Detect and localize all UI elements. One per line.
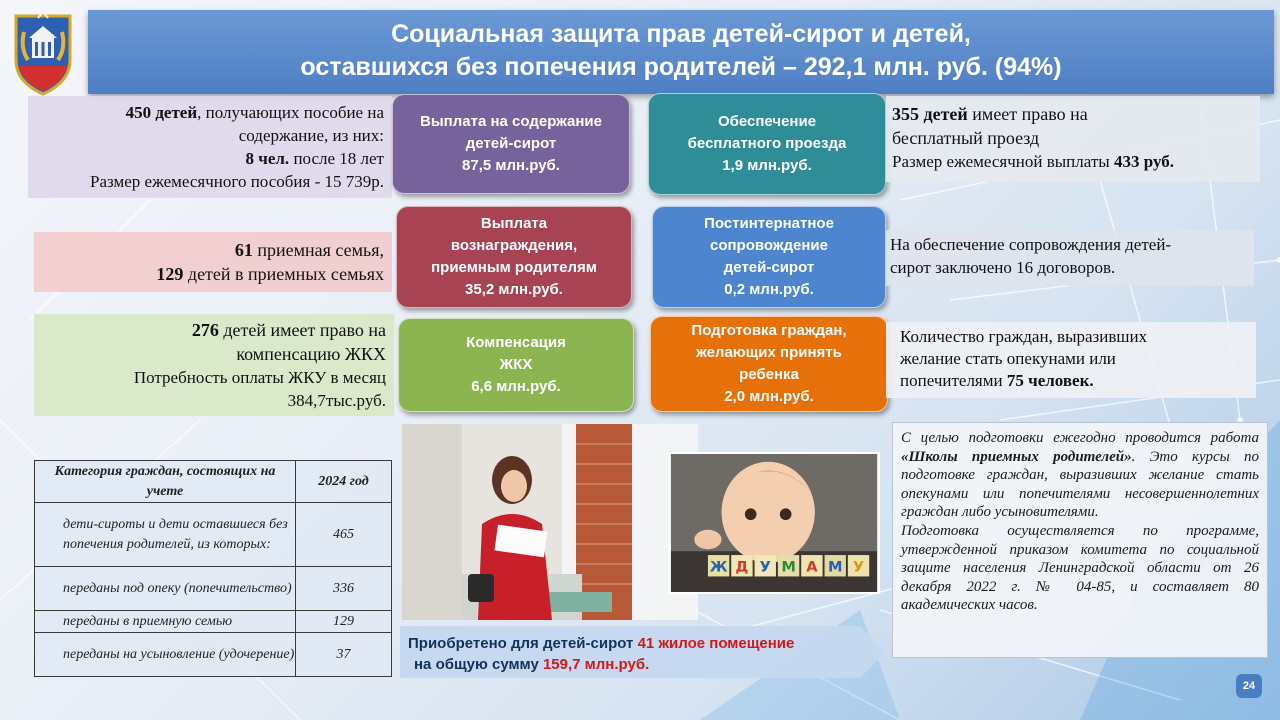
housing-need-value: 384,7тыс.руб. (287, 391, 386, 410)
card-line: сопровождение (709, 237, 828, 254)
paragraph-1-bold: «Школы приемных родителей» (901, 448, 1132, 465)
table-cell-value: 129 (296, 611, 392, 633)
card-amount: 2,0 млн.руб. (724, 388, 814, 405)
card-line: ЖКХ (499, 356, 533, 373)
children-text: детей в приемных семьях (183, 264, 384, 284)
card-housing-compensation (398, 318, 634, 412)
card-line: Обеспечение (717, 113, 817, 130)
card-line: ребенка (739, 366, 799, 383)
housing-total-sum: 159,7 млн.руб. (542, 656, 650, 673)
page-title (88, 18, 1274, 84)
photo-child-with-blocks (668, 452, 880, 594)
allowance-text-2: содержание, из них: (238, 126, 384, 145)
title-line-2: оставшихся без попечения родителей – 292,1 млн. руб. (94%) (300, 53, 1062, 81)
block-letter: У (852, 558, 865, 576)
table-row (35, 633, 392, 677)
category-text: дети-сироты и дети оставшиеся без попечения родителей, из которых: (63, 516, 288, 552)
block-letter: Д (735, 558, 749, 576)
block-letter: М (827, 558, 843, 576)
card-line: детей-сирот (723, 259, 815, 276)
foster-school-paragraph (892, 422, 1268, 658)
children-number: 129 (156, 264, 184, 284)
after18-text: после 18 лет (289, 149, 384, 168)
housing-text-2: на общую сумму (414, 656, 543, 673)
table-cell-value: 37 (296, 633, 392, 677)
free-travel-panel (886, 96, 1260, 182)
paragraph-2: Подготовка осуществляется по программе, утвержденной приказом комитета по социальной защите населения Ленинградской области от 26 декабря 2022 г. № 04-85, и составляет 80 академических часов. (901, 522, 1259, 614)
card-amount: 6,6 млн.руб. (471, 378, 561, 395)
table-cell-category (35, 611, 296, 633)
housing-text-1: Приобретено для детей-сирот (408, 635, 638, 652)
table-row (35, 567, 392, 611)
card-post-boarding-support (652, 206, 886, 308)
table-cell-category (35, 567, 296, 611)
card-amount: 87,5 млн.руб. (462, 157, 560, 174)
photo-new-apartment (402, 424, 698, 620)
foster-families-panel (34, 232, 392, 292)
travel-text-1: имеет право на (967, 104, 1088, 124)
paragraph-1-end: . Это курсы по подготовке граждан, выразивших желание стать опекунами или попечителями несовершеннолетних граждан либо усыновителями. (901, 448, 1259, 521)
card-line: желающих принять (696, 344, 842, 361)
table-row (35, 611, 392, 633)
card-amount: 35,2 млн.руб. (465, 281, 563, 298)
families-text: приемная семья, (252, 240, 384, 260)
card-citizen-training (650, 316, 888, 412)
card-line: Выплата (480, 215, 548, 232)
housing-acquisition-text (408, 633, 878, 675)
housing-count: 276 (191, 320, 219, 340)
after18-count: 8 чел. (245, 149, 290, 168)
table-row (35, 503, 392, 567)
block-letter: М (781, 558, 796, 576)
table-header-category: Категория граждан, состоящих на учете (35, 461, 296, 503)
families-number: 61 (234, 240, 253, 260)
card-amount: 0,2 млн.руб. (724, 281, 814, 298)
monthly-allowance: Размер ежемесячного пособия - 15 739р. (90, 172, 384, 191)
card-line: Компенсация (466, 334, 566, 351)
card-line: детей-сирот (465, 135, 557, 152)
table-header-row (35, 461, 392, 503)
card-foster-remuneration (396, 206, 632, 308)
travel-monthly-label: Размер ежемесячной выплаты (892, 152, 1114, 171)
guardians-count: 75 человек. (1006, 371, 1094, 390)
guardians-panel (886, 322, 1256, 398)
guardians-text-1: Количество граждан, выразивших (900, 327, 1148, 346)
table-cell-category (35, 633, 296, 677)
paragraph-1-start: С целью подготовки ежегодно проводится работа (901, 430, 1259, 446)
travel-text-2: бесплатный проезд (892, 128, 1040, 148)
category-text: переданы под опеку (попечительство) (63, 580, 292, 596)
title-line-1: Социальная защита прав детей-сирот и детей, (391, 20, 971, 48)
guardians-text-2: желание стать опекунами или (900, 349, 1116, 368)
block-letter: Ж (709, 558, 728, 576)
housing-text-2: компенсацию ЖКХ (236, 344, 386, 364)
travel-count: 355 (892, 104, 919, 124)
block-letter: А (806, 558, 818, 576)
allowance-count: 450 детей (125, 103, 198, 122)
housing-compensation-panel (34, 314, 394, 416)
card-line: вознаграждения, (450, 237, 578, 254)
housing-need-label: Потребность оплаты ЖКУ в месяц (133, 368, 386, 387)
table-header-year: 2024 год (296, 461, 392, 503)
category-text: переданы на усыновление (удочерение) (63, 646, 295, 662)
card-amount: 1,9 млн.руб. (722, 157, 812, 174)
registry-table (34, 460, 392, 677)
block-letter: У (759, 558, 771, 576)
support-contracts-panel (886, 230, 1254, 286)
support-text-1: На обеспечение сопровождения детей- (890, 235, 1172, 254)
category-text: переданы в приемную семью (63, 613, 233, 629)
card-free-travel (648, 93, 886, 195)
guardians-text-3: попечителями (900, 371, 1007, 390)
travel-count-word: детей (919, 104, 968, 124)
page-number: 24 (1236, 674, 1262, 698)
travel-monthly-value: 433 руб. (1113, 152, 1174, 171)
card-line: Выплата на содержание (420, 113, 602, 130)
housing-text-1: детей имеет право на (218, 320, 386, 340)
table-cell-value: 465 (296, 503, 392, 567)
card-orphan-maintenance (392, 94, 630, 194)
table-cell-category (35, 503, 296, 567)
orphans-allowance-panel (28, 96, 392, 198)
table-cell-value: 336 (296, 567, 392, 611)
coat-of-arms-icon (8, 8, 78, 98)
support-text-2: сирот заключено 16 договоров. (890, 258, 1116, 277)
card-line: бесплатного проезда (687, 135, 847, 152)
housing-apartments-count: 41 жилое помещение (637, 635, 795, 652)
card-line: Постинтернатное (704, 215, 834, 232)
allowance-text-1: , получающих пособие на (197, 103, 384, 122)
registry-table-wrap (34, 460, 392, 676)
card-line: Подготовка граждан, (691, 322, 847, 339)
card-line: приемным родителям (431, 259, 597, 276)
